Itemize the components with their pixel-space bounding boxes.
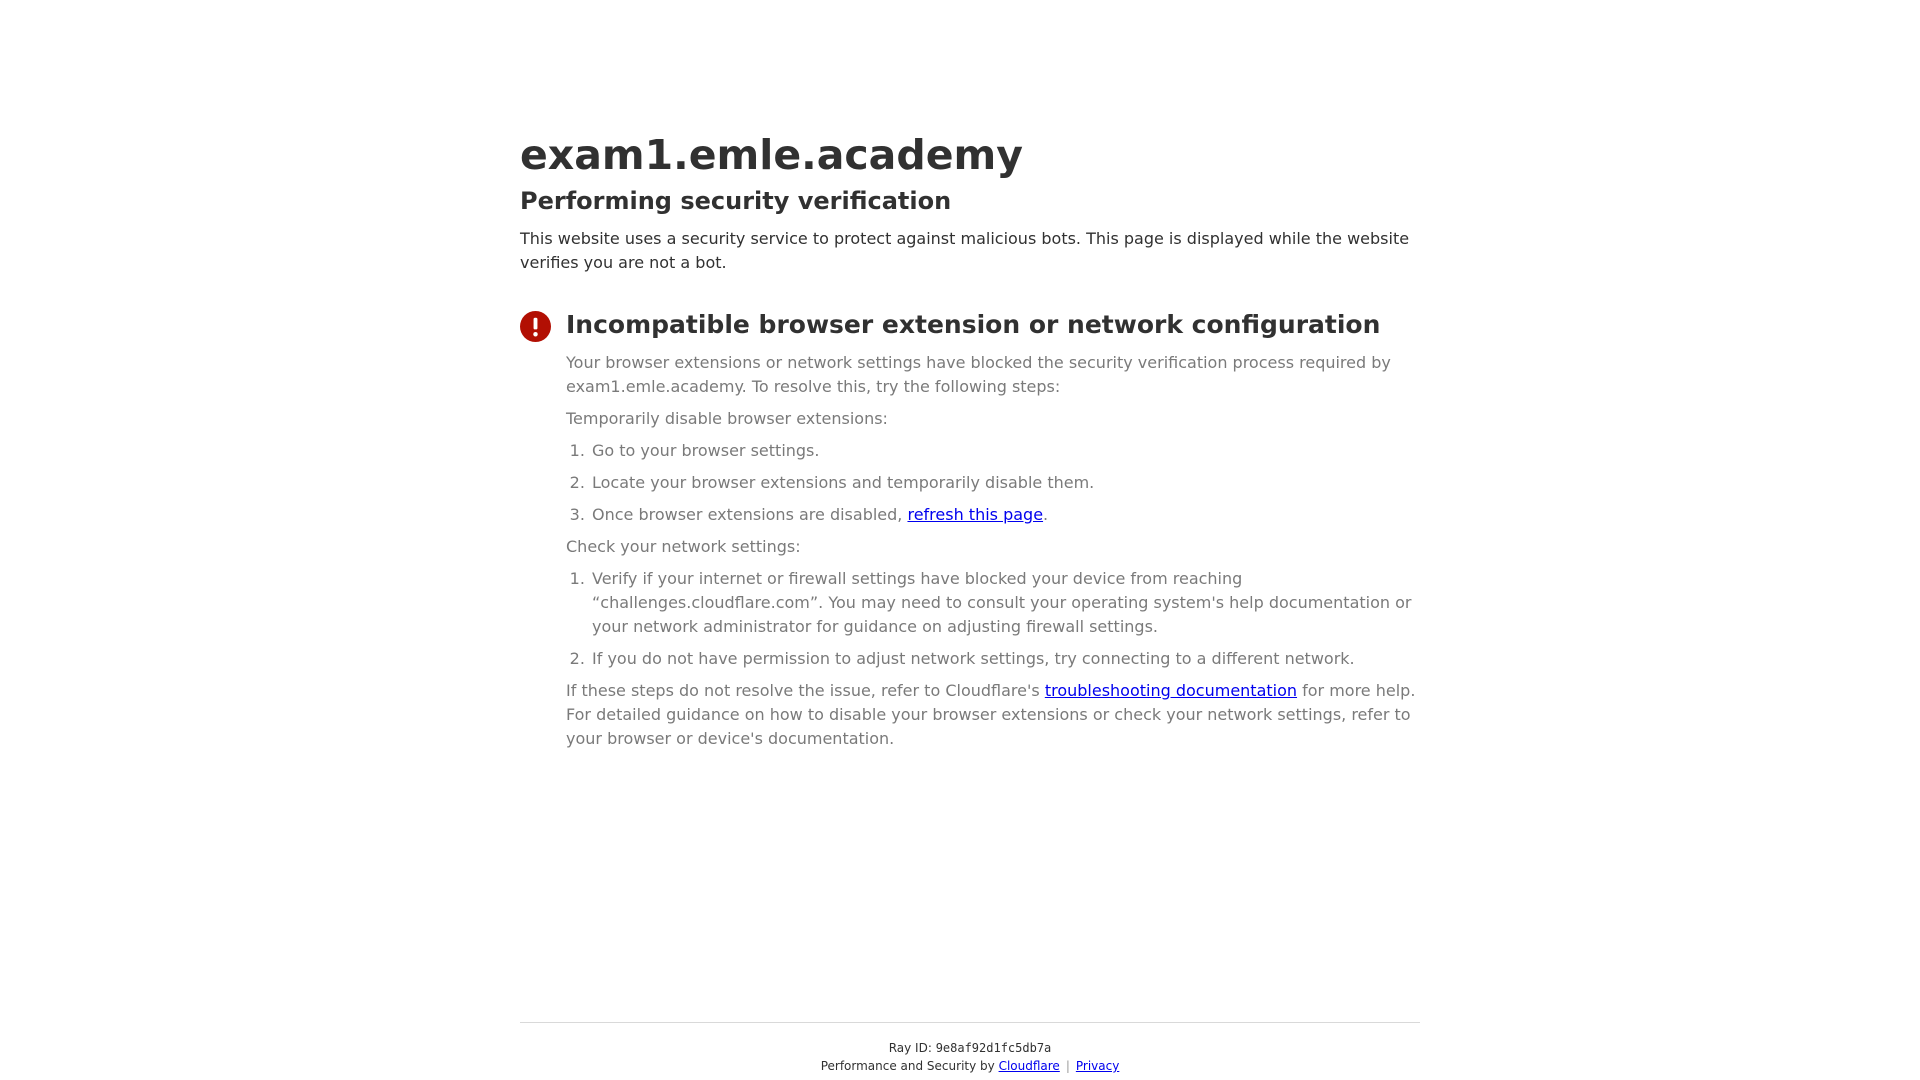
extension-step: 2. Locate your browser extensions and temporarily disable them. [590,471,1420,495]
ray-id-value: 9e8af92d1fc5db7a [935,1041,1052,1055]
error-title: Incompatible browser extension or network configuration [566,310,1381,339]
error-panel [520,307,1420,751]
help-text [566,679,1420,751]
extension-step: 1. Go to your browser settings. [590,439,1420,463]
error-body [566,351,1420,751]
network-steps-list [566,567,1420,671]
site-domain-title: exam1.emle.academy [520,131,1023,179]
step3-prefix: Once browser extensions are disabled, [592,505,908,524]
error-description: Your browser extensions or network settings have blocked the security verification process required by exam1.emle.academy. To resolve this, try the following steps: [566,353,1391,396]
refresh-page-link[interactable]: refresh this page [907,505,1044,524]
cloudflare-link[interactable]: Cloudflare [998,1059,1060,1073]
verification-title: Performing security verification [520,187,952,215]
step3-suffix: . [1043,505,1049,524]
ray-id-label: Ray ID: [888,1041,936,1055]
network-heading: Check your network settings: [566,537,801,556]
network-step: 2. If you do not have permission to adjust network settings, try connecting to a different network. [590,647,1420,671]
help-suffix: for more help. For detailed guidance on how to disable your browser extensions or check your network settings, refer to your browser or device's documentation. [566,681,1416,748]
performance-line [520,1057,1420,1075]
footer [520,1022,1420,1075]
exclamation-circle-icon [520,311,551,342]
extension-steps-list [566,439,1420,527]
performance-label: Performance and Security by [820,1059,999,1073]
help-prefix: If these steps do not resolve the issue, refer to Cloudflare's [566,681,1045,700]
main-content [520,127,1420,751]
privacy-link[interactable]: Privacy [1075,1059,1120,1073]
ray-id-line [520,1039,1420,1057]
verification-intro: This website uses a security service to protect against malicious bots. This page is displayed while the website verifies you are not a bot. [520,229,1410,272]
troubleshooting-docs-link[interactable]: troubleshooting documentation [1044,681,1298,700]
extensions-heading: Temporarily disable browser extensions: [566,409,888,428]
footer-separator: | [1065,1059,1070,1073]
network-step: 1. Verify if your internet or firewall settings have blocked your device from reaching “challenges.cloudflare.com”. You may need to consult your operating system's help documentation or your network administrator for guidance on adjusting firewall settings. [590,567,1420,639]
extension-step [590,503,1420,527]
